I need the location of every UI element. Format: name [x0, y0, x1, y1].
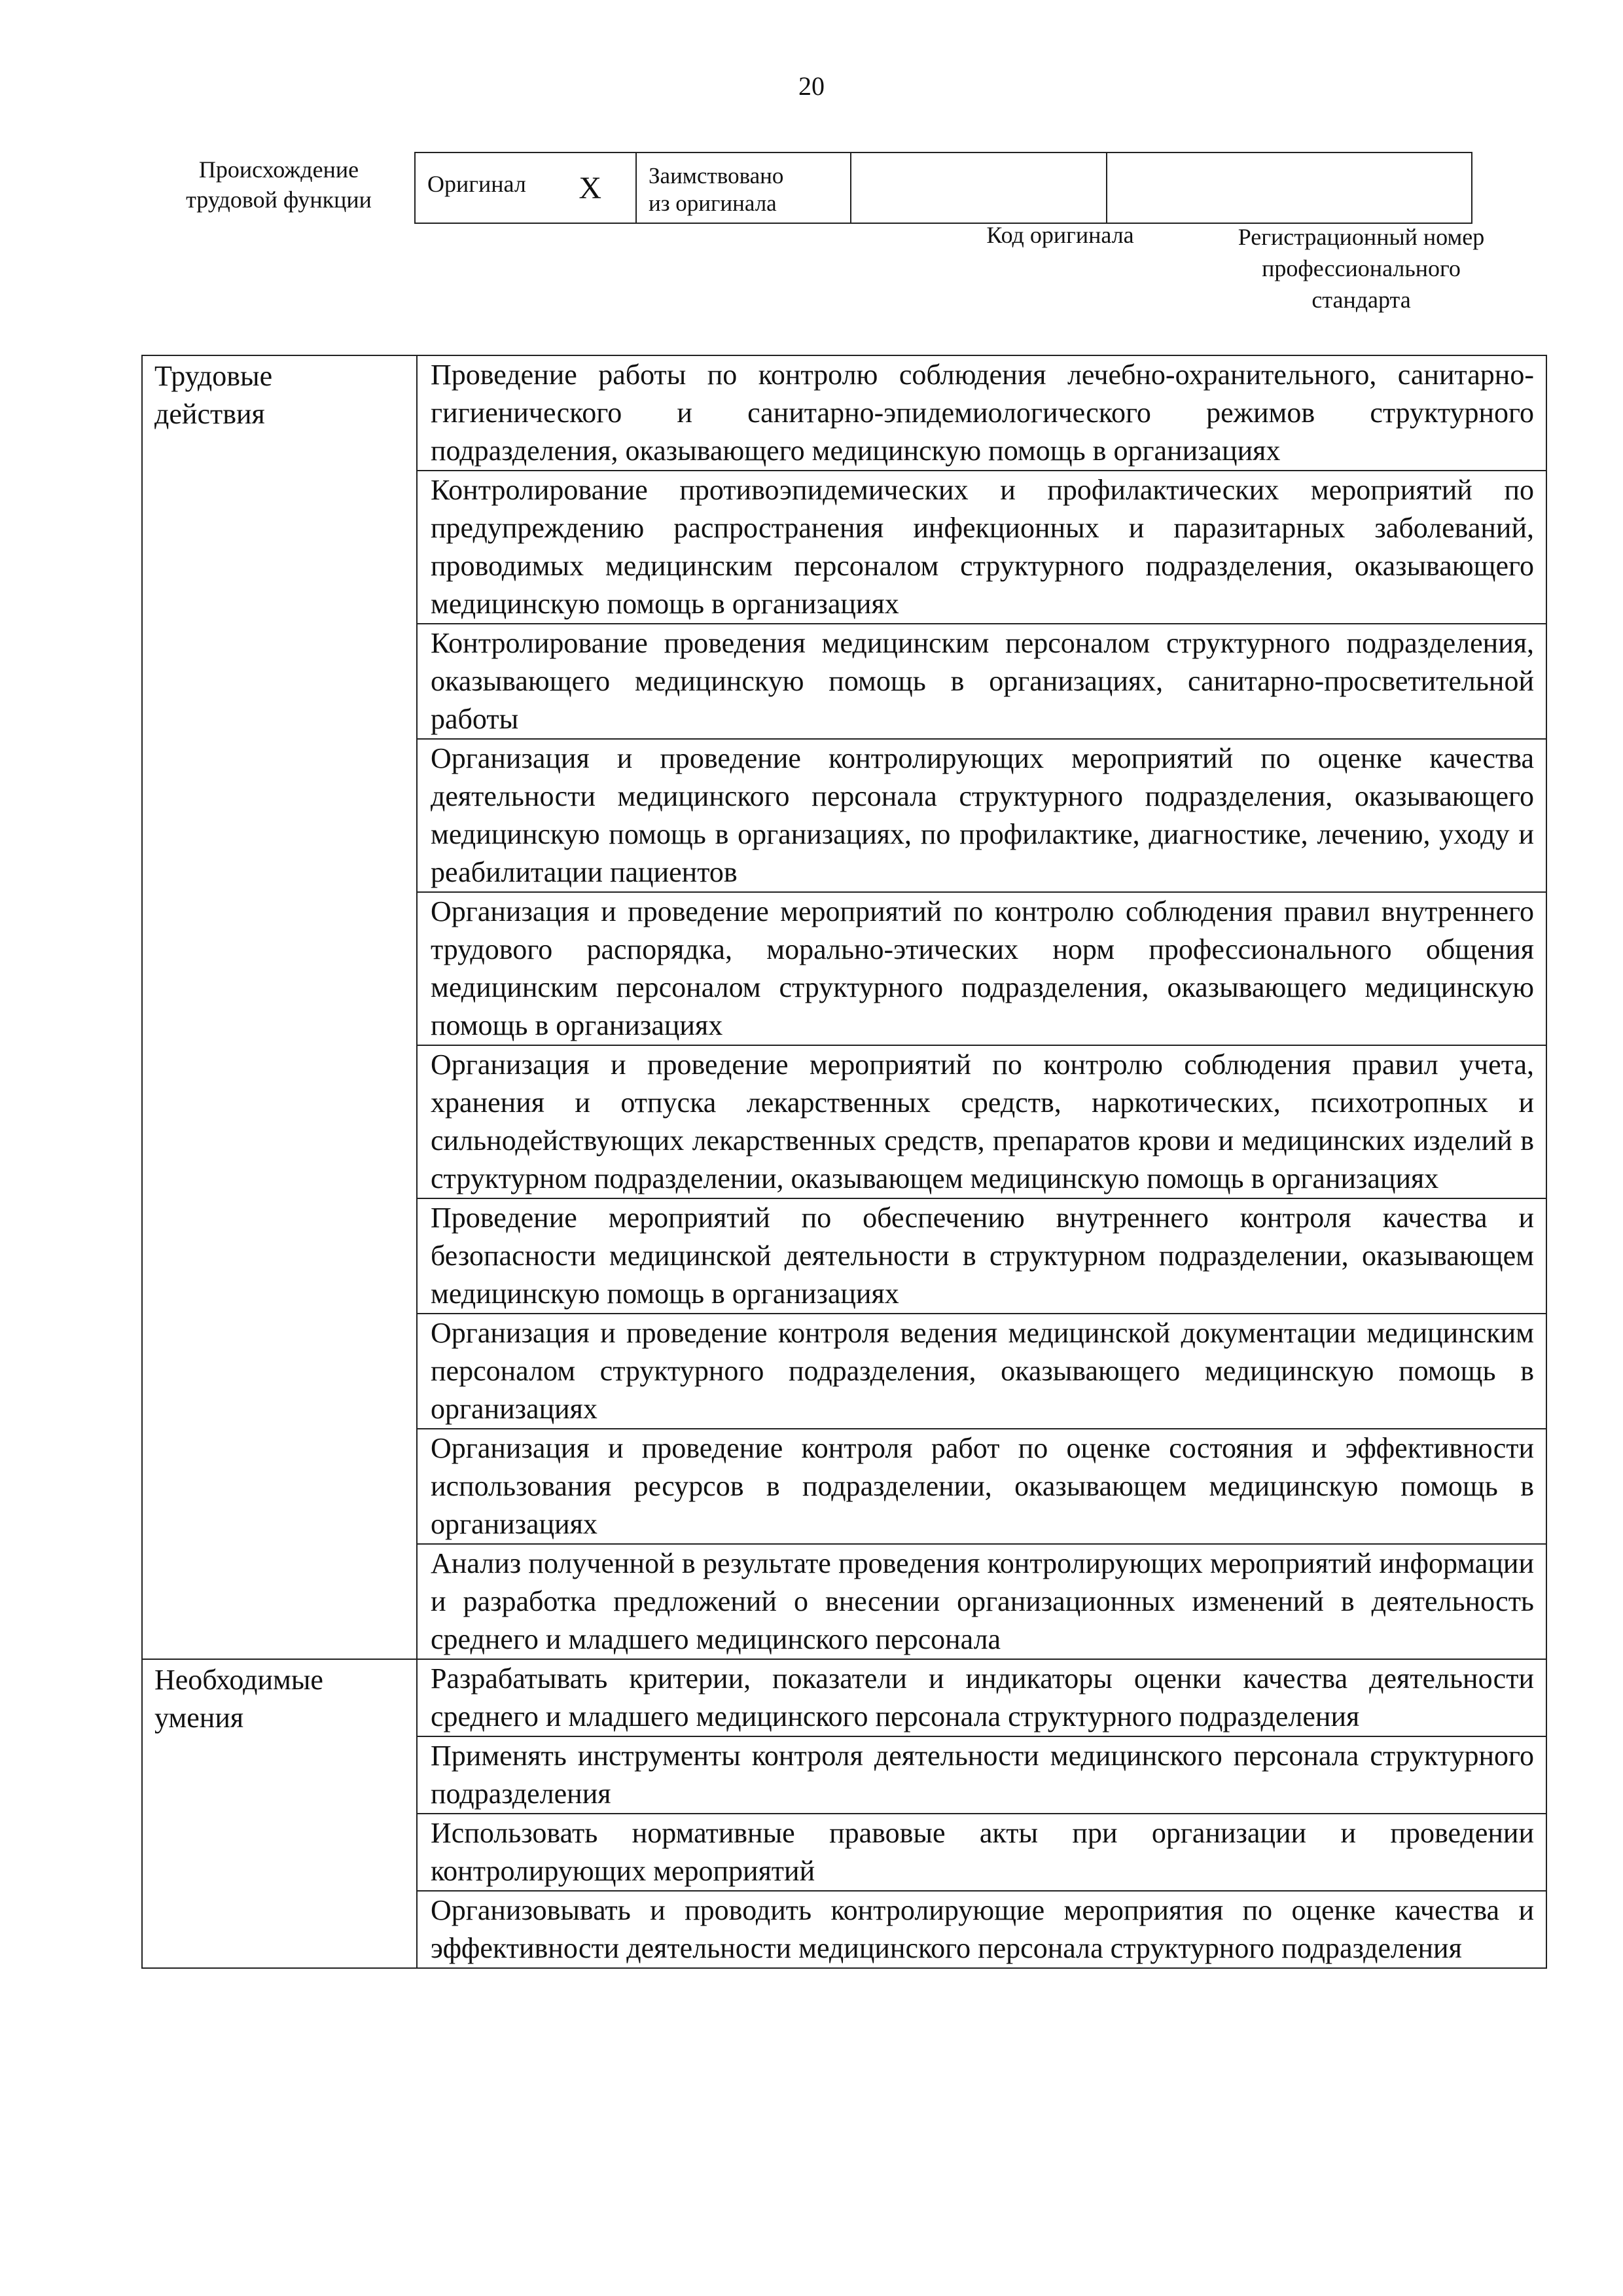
- labor-action-item: Проведение работы по контролю соблюдения лечебно-охранительного, санитарно-гигиенического и санитарно-эпидемиологического режимов структурного подразделения, оказывающего медицинскую помощь в организациях: [417, 355, 1546, 471]
- skill-item: Использовать нормативные правовые акты при организации и проведении контролирующих мероприятий: [417, 1814, 1546, 1891]
- borrowed-label-line: Заимствовано: [649, 163, 784, 188]
- skill-item: Организовывать и проводить контролирующие мероприятия по оценке качества и эффективности деятельности медицинского персонала структурного подразделения: [417, 1891, 1546, 1968]
- origin-table: [414, 152, 1472, 224]
- original-cell: [415, 152, 636, 223]
- labor-action-item: Контролирование противоэпидемических и профилактических мероприятий по предупреждению распространения инфекционных и паразитарных заболеваний, проводимых медицинским персоналом структурного подразделения, оказывающего медицинскую помощь в организациях: [417, 471, 1546, 624]
- required-skills-label: [142, 1659, 417, 1968]
- labor-action-item: Организация и проведение мероприятий по контролю соблюдения правил внутреннего трудового распорядка, морально-этических норм профессионального общения медицинским персоналом структурного подразделения, оказывающего медицинскую помощь в организациях: [417, 892, 1546, 1045]
- labor-action-item: Организация и проведение мероприятий по контролю соблюдения правил учета, хранения и отпуска лекарственных средств, наркотических, психотропных и сильнодействующих лекарственных средств, препаратов крови и медицинских изделий в структурном подразделении, оказывающем медицинскую помощь в организациях: [417, 1045, 1546, 1198]
- category-label-line: Необходимые: [154, 1664, 323, 1696]
- category-label-line: действия: [154, 398, 265, 430]
- code-caption: Код оригинала: [986, 222, 1134, 248]
- labor-action-item: Контролирование проведения медицинским персоналом структурного подразделения, оказывающего медицинскую помощь в организациях, санитарно-просветительной работы: [417, 624, 1546, 739]
- category-label-line: Трудовые: [154, 360, 273, 392]
- page-number: 20: [798, 71, 825, 101]
- origin-label: [154, 154, 403, 215]
- registration-caption: [1178, 221, 1544, 315]
- labor-action-item: Анализ полученной в результате проведения контролирующих мероприятий информации и разработка предложений о внесении организационных изменений в деятельность среднего и младшего медицинского персонала: [417, 1544, 1546, 1659]
- category-label-line: умения: [154, 1702, 244, 1734]
- original-code-cell: [851, 152, 1107, 223]
- original-mark: X: [579, 170, 601, 206]
- borrowed-cell: [636, 152, 851, 223]
- table-row: [142, 1659, 1546, 1736]
- skill-item: Применять инструменты контроля деятельности медицинского персонала структурного подразделения: [417, 1736, 1546, 1814]
- labor-action-item: Организация и проведение контролирующих мероприятий по оценке качества деятельности медицинского персонала структурного подразделения, оказывающего медицинскую помощь в организациях, по профилактике, диагностике, лечению, уходу и реабилитации пациентов: [417, 739, 1546, 892]
- labor-action-item: Организация и проведение контроля ведения медицинской документации медицинским персоналом структурного подразделения, оказывающего медицинскую помощь в организациях: [417, 1314, 1546, 1429]
- registration-caption-line: стандарта: [1311, 287, 1411, 313]
- skill-item: Разрабатывать критерии, показатели и индикаторы оценки качества деятельности среднего и младшего медицинского персонала структурного подразделения: [417, 1659, 1546, 1736]
- table-row: [142, 355, 1546, 471]
- borrowed-label-line: из оригинала: [649, 190, 777, 216]
- registration-caption-line: профессионального: [1262, 255, 1461, 281]
- original-label: Оригинал: [427, 170, 526, 197]
- labor-actions-label: [142, 355, 417, 1659]
- function-table: [141, 355, 1547, 1969]
- origin-label-line: трудовой функции: [186, 187, 372, 213]
- registration-number-cell: [1107, 152, 1472, 223]
- labor-action-item: Организация и проведение контроля работ по оценке состояния и эффективности использования ресурсов в подразделении, оказывающем медицинскую помощь в организациях: [417, 1429, 1546, 1544]
- origin-label-line: Происхождение: [198, 156, 359, 183]
- registration-caption-line: Регистрационный номер: [1238, 224, 1485, 250]
- labor-action-item: Проведение мероприятий по обеспечению внутреннего контроля качества и безопасности медицинской деятельности в структурном подразделении, оказывающем медицинскую помощь в организациях: [417, 1198, 1546, 1314]
